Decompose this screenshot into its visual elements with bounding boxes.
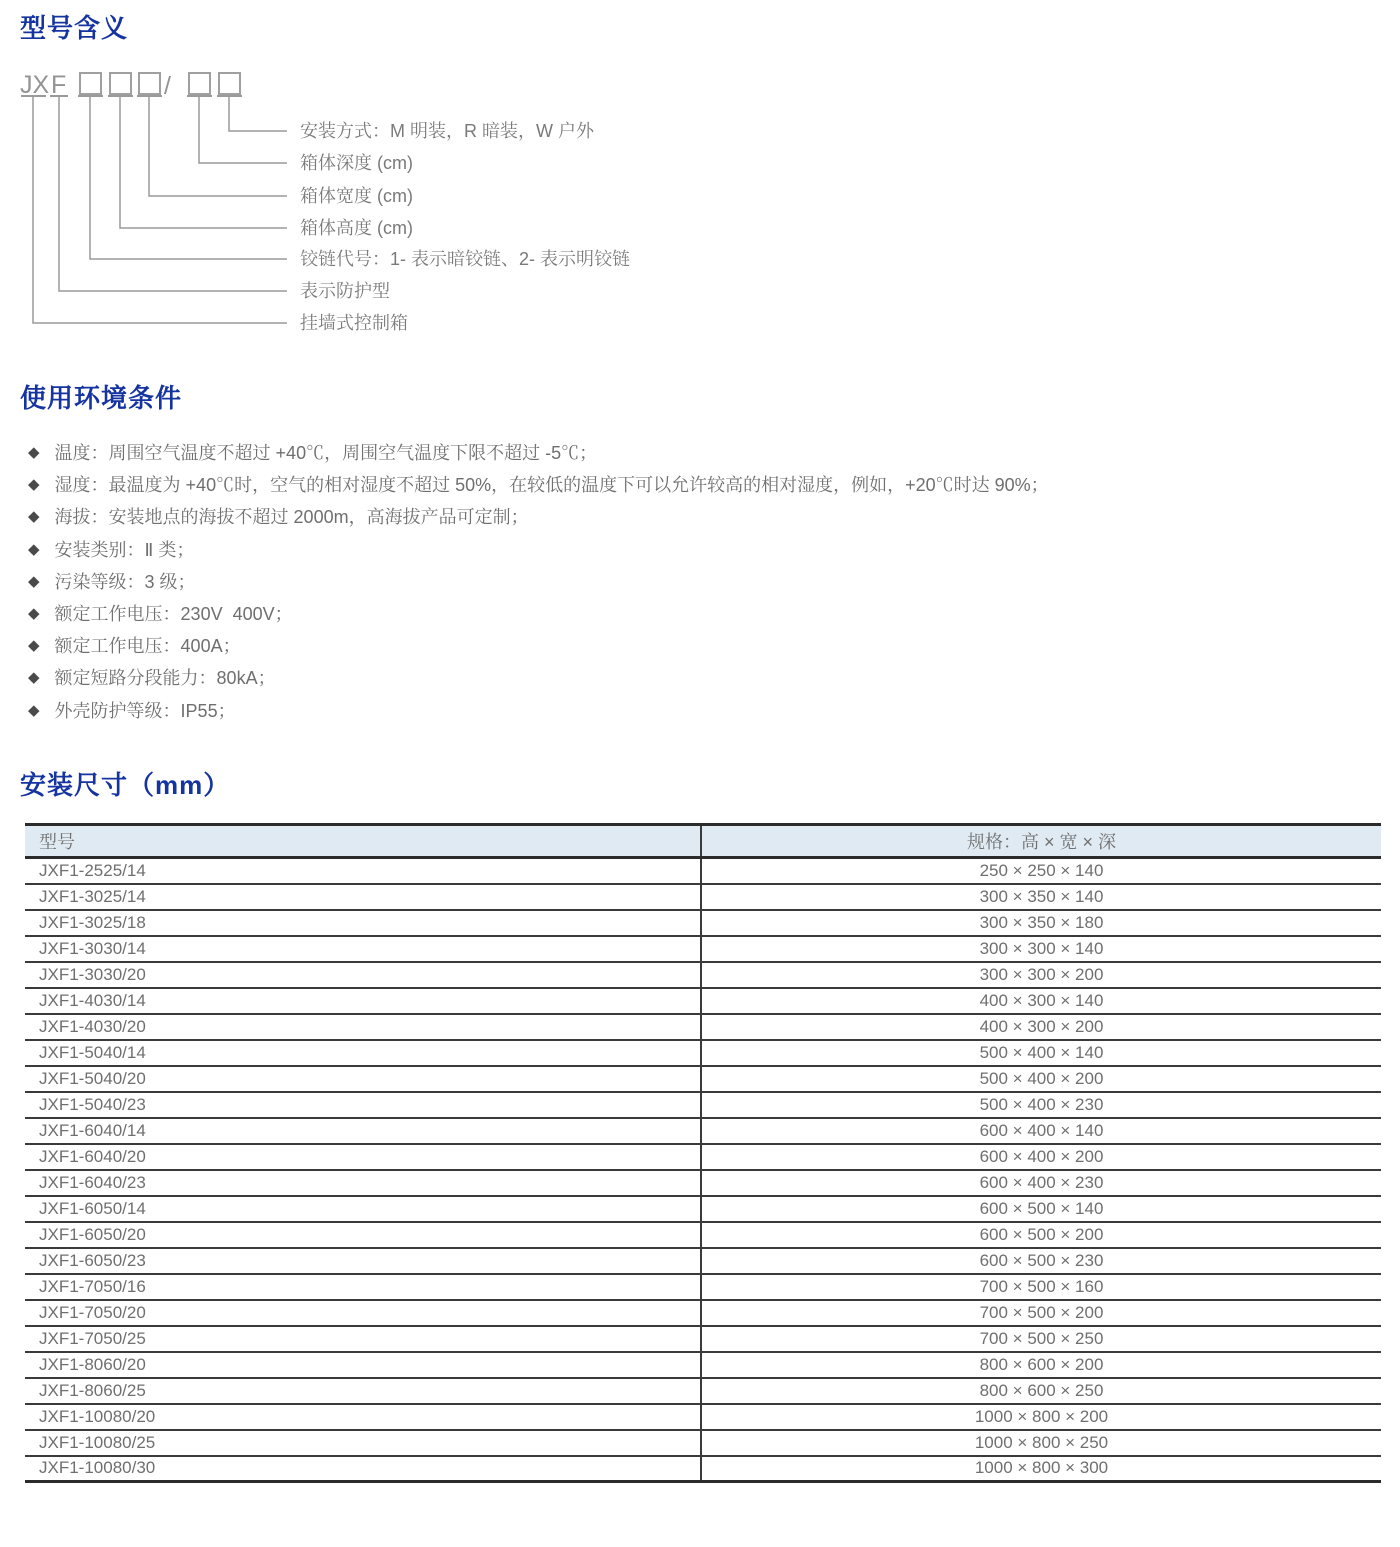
section-title-model-meaning: 型号含义 — [20, 13, 129, 43]
model-cell: JXF1-3030/14 — [25, 936, 701, 962]
code-label-hinge: 铰链代号：1- 表示暗铰链、2- 表示明铰链 — [300, 249, 631, 269]
size-cell: 400 × 300 × 140 — [701, 988, 1381, 1014]
model-cell: JXF1-6040/23 — [25, 1170, 701, 1196]
model-cell: JXF1-4030/20 — [25, 1014, 701, 1040]
model-cell: JXF1-5040/23 — [25, 1092, 701, 1118]
table-row — [25, 1248, 1381, 1274]
size-cell: 800 × 600 × 200 — [701, 1352, 1381, 1378]
diamond-bullet-icon: ◆ — [28, 508, 40, 526]
model-code-boxes — [80, 73, 240, 94]
section-title-dimensions: 安装尺寸（mm） — [20, 770, 231, 800]
column-header-size: 规格：高 × 宽 × 深 — [701, 825, 1381, 858]
model-cell: JXF1-2525/14 — [25, 858, 701, 884]
environment-item-text: 外壳防护等级：IP55； — [54, 700, 236, 721]
code-label-height: 箱体高度 (cm) — [300, 218, 413, 238]
model-cell: JXF1-6050/14 — [25, 1196, 701, 1222]
table-row — [25, 936, 1381, 962]
model-cell: JXF1-6040/20 — [25, 1144, 701, 1170]
model-cell: JXF1-7050/20 — [25, 1300, 701, 1326]
table-row — [25, 1326, 1381, 1352]
table-row — [25, 1196, 1381, 1222]
size-cell: 600 × 400 × 230 — [701, 1170, 1381, 1196]
environment-item — [28, 597, 1049, 629]
model-cell: JXF1-3025/14 — [25, 884, 701, 910]
environment-item — [28, 500, 1049, 532]
size-cell: 500 × 400 × 200 — [701, 1066, 1381, 1092]
size-cell: 500 × 400 × 140 — [701, 1040, 1381, 1066]
code-label-mounting: 安装方式：M 明装，R 暗装，W 户外 — [300, 121, 594, 141]
table-row — [25, 1430, 1381, 1456]
model-cell: JXF1-10080/20 — [25, 1404, 701, 1430]
diamond-bullet-icon: ◆ — [28, 476, 40, 494]
table-row — [25, 858, 1381, 884]
column-header-model: 型号 — [25, 825, 701, 858]
size-cell: 250 × 250 × 140 — [701, 858, 1381, 884]
size-cell: 300 × 350 × 180 — [701, 910, 1381, 936]
diamond-bullet-icon: ◆ — [28, 701, 40, 719]
code-label-depth: 箱体深度 (cm) — [300, 153, 413, 173]
table-row — [25, 962, 1381, 988]
size-cell: 700 × 500 × 160 — [701, 1274, 1381, 1300]
table-row — [25, 1404, 1381, 1430]
model-cell: JXF1-5040/20 — [25, 1066, 701, 1092]
diamond-bullet-icon: ◆ — [28, 572, 40, 590]
size-cell: 1000 × 800 × 250 — [701, 1430, 1381, 1456]
table-row — [25, 1092, 1381, 1118]
table-row — [25, 1170, 1381, 1196]
model-cell: JXF1-7050/25 — [25, 1326, 701, 1352]
table-row — [25, 1352, 1381, 1378]
environment-item-text: 湿度：最温度为 +40℃时，空气的相对湿度不超过 50%，在较低的温度下可以允许较高的相对湿度，例如，+20℃时达 90%； — [54, 475, 1049, 496]
section-title-environment: 使用环境条件 — [20, 383, 183, 413]
size-cell: 1000 × 800 × 300 — [701, 1456, 1381, 1482]
model-cell: JXF1-10080/30 — [25, 1456, 701, 1482]
environment-item — [28, 436, 1049, 468]
environment-item-text: 污染等级：3 级； — [54, 571, 196, 592]
environment-item-text: 安装类别：Ⅱ 类； — [54, 539, 195, 560]
environment-item-text: 额定短路分段能力：80kA； — [54, 668, 276, 689]
environment-item-text: 温度：周围空气温度不超过 +40℃，周围空气温度下限不超过 -5℃； — [54, 443, 598, 464]
table-row — [25, 910, 1381, 936]
model-cell: JXF1-6040/14 — [25, 1118, 701, 1144]
model-code-box-height — [110, 73, 131, 94]
size-cell: 700 × 500 × 200 — [701, 1300, 1381, 1326]
size-cell: 400 × 300 × 200 — [701, 1014, 1381, 1040]
code-label-width: 箱体宽度 (cm) — [300, 186, 413, 206]
diamond-bullet-icon: ◆ — [28, 540, 40, 558]
model-code-box-depth — [189, 73, 210, 94]
size-cell: 600 × 500 × 200 — [701, 1222, 1381, 1248]
environment-item — [28, 533, 1049, 565]
size-cell: 1000 × 800 × 200 — [701, 1404, 1381, 1430]
table-row — [25, 1014, 1381, 1040]
size-cell: 600 × 500 × 230 — [701, 1248, 1381, 1274]
table-row — [25, 988, 1381, 1014]
table-row — [25, 884, 1381, 910]
table-row — [25, 1222, 1381, 1248]
table-row — [25, 1118, 1381, 1144]
size-cell: 600 × 500 × 140 — [701, 1196, 1381, 1222]
table-row — [25, 1274, 1381, 1300]
size-cell: 600 × 400 × 140 — [701, 1118, 1381, 1144]
model-code-box-mounting — [219, 73, 240, 94]
model-code-box-width — [139, 73, 160, 94]
diamond-bullet-icon: ◆ — [28, 444, 40, 462]
size-cell: 300 × 300 × 200 — [701, 962, 1381, 988]
model-cell: JXF1-3025/18 — [25, 910, 701, 936]
size-cell: 300 × 300 × 140 — [701, 936, 1381, 962]
code-label-wall-mounted-box: 挂墙式控制箱 — [300, 313, 408, 333]
dimensions-table-head — [25, 825, 1381, 858]
code-label-protection: 表示防护型 — [300, 281, 390, 301]
environment-item-text: 海拔：安装地点的海拔不超过 2000m，高海拔产品可定制； — [54, 507, 529, 528]
table-row — [25, 1066, 1381, 1092]
size-cell: 500 × 400 × 230 — [701, 1092, 1381, 1118]
table-header-row — [25, 825, 1381, 858]
environment-item — [28, 694, 1049, 726]
model-cell: JXF1-7050/16 — [25, 1274, 701, 1300]
environment-item — [28, 661, 1049, 693]
dimensions-table-body — [25, 858, 1381, 1482]
size-cell: 300 × 350 × 140 — [701, 884, 1381, 910]
model-cell: JXF1-6050/23 — [25, 1248, 701, 1274]
environment-item-text: 额定工作电压：400A； — [54, 636, 241, 657]
model-code-separator: / — [164, 72, 171, 100]
environment-item — [28, 468, 1049, 500]
model-cell: JXF1-8060/25 — [25, 1378, 701, 1404]
model-code-connector-lines — [33, 97, 287, 323]
model-code-box-hinge — [80, 73, 101, 94]
model-cell: JXF1-3030/20 — [25, 962, 701, 988]
model-code-diagram — [0, 66, 1400, 348]
environment-item — [28, 565, 1049, 597]
table-row — [25, 1456, 1381, 1482]
table-row — [25, 1378, 1381, 1404]
model-code-prefix: JX — [20, 71, 50, 99]
size-cell: 700 × 500 × 250 — [701, 1326, 1381, 1352]
model-code-type-letter: F — [51, 71, 67, 99]
environment-item-text: 额定工作电压：230V 400V； — [54, 604, 293, 625]
table-row — [25, 1040, 1381, 1066]
diamond-bullet-icon: ◆ — [28, 669, 40, 687]
table-row — [25, 1144, 1381, 1170]
size-cell: 600 × 400 × 200 — [701, 1144, 1381, 1170]
table-row — [25, 1300, 1381, 1326]
environment-list — [28, 436, 1049, 726]
model-cell: JXF1-6050/20 — [25, 1222, 701, 1248]
model-cell: JXF1-4030/14 — [25, 988, 701, 1014]
model-cell: JXF1-5040/14 — [25, 1040, 701, 1066]
dimensions-table — [25, 823, 1381, 1483]
model-cell: JXF1-10080/25 — [25, 1430, 701, 1456]
diamond-bullet-icon: ◆ — [28, 637, 40, 655]
size-cell: 800 × 600 × 250 — [701, 1378, 1381, 1404]
model-cell: JXF1-8060/20 — [25, 1352, 701, 1378]
diamond-bullet-icon: ◆ — [28, 605, 40, 623]
environment-item — [28, 629, 1049, 661]
